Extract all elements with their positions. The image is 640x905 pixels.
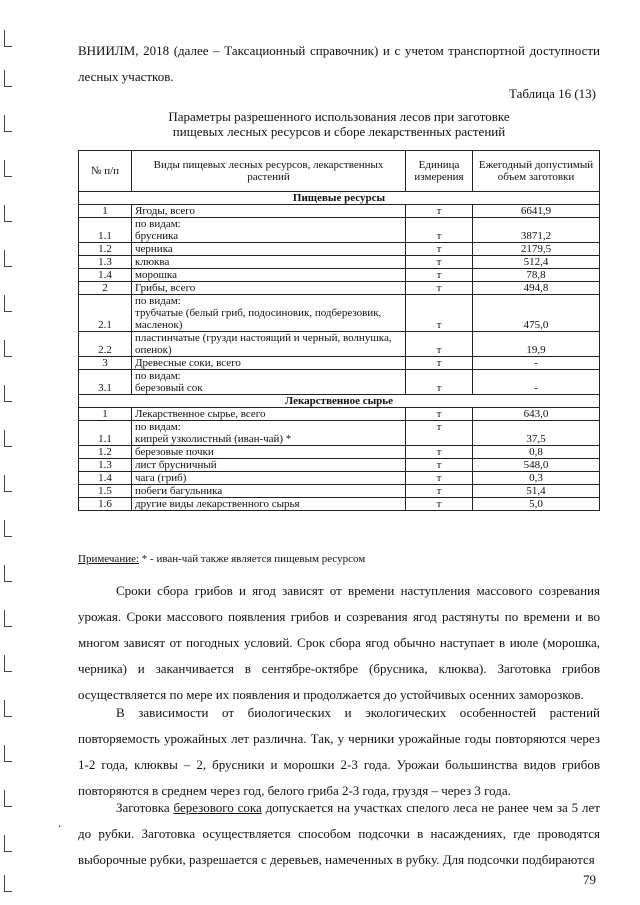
table-title-line: Параметры разрешенного использования лесов при заготовке (168, 109, 510, 124)
row-name: Ягоды, всего (132, 205, 406, 218)
row-num: 2.2 (79, 332, 132, 357)
binder-mark (4, 160, 12, 177)
row-name: по видам: кипрей узколистный (иван-чай) * (132, 421, 406, 446)
binder-mark (4, 340, 12, 357)
row-unit: т (406, 205, 473, 218)
row-num: 1 (79, 408, 132, 421)
row-unit: т (406, 243, 473, 256)
row-name: чага (гриб) (132, 472, 406, 485)
row-volume: 6641,9 (473, 205, 600, 218)
birch-sap-underlined: березового сока (173, 800, 262, 815)
row-num: 1.3 (79, 256, 132, 269)
row-volume: 5,0 (473, 498, 600, 511)
row-name: по видам: брусника (132, 218, 406, 243)
binder-mark (4, 835, 12, 852)
binder-mark (4, 475, 12, 492)
row-unit: т (406, 459, 473, 472)
row-num: 1 (79, 205, 132, 218)
row-name: другие виды лекарственного сырья (132, 498, 406, 511)
row-unit: т (406, 256, 473, 269)
binder-mark (4, 790, 12, 807)
row-name: Грибы, всего (132, 282, 406, 295)
row-name: по видам: березовый сок (132, 370, 406, 395)
row-volume: 78,8 (473, 269, 600, 282)
row-num: 1.4 (79, 269, 132, 282)
row-unit: т (406, 218, 473, 243)
binder-mark (4, 610, 12, 627)
paragraph-text: Заготовка (116, 800, 174, 815)
binder-mark (4, 520, 12, 537)
row-num: 1.5 (79, 485, 132, 498)
binder-mark (4, 700, 12, 717)
row-num: 1.2 (79, 243, 132, 256)
row-num: 1.1 (79, 218, 132, 243)
row-num: 1.3 (79, 459, 132, 472)
binder-mark (4, 30, 12, 47)
row-volume: - (473, 370, 600, 395)
row-volume: 3871,2 (473, 218, 600, 243)
row-num: 1.1 (79, 421, 132, 446)
row-volume: 0,8 (473, 446, 600, 459)
section-food: Пищевые ресурсы (79, 192, 600, 205)
row-volume: 548,0 (473, 459, 600, 472)
table-row (79, 472, 600, 485)
header-volume: Ежегодный допустимый объем заготовки (473, 151, 600, 192)
table-row (79, 421, 600, 446)
row-unit: т (406, 446, 473, 459)
binder-mark (4, 250, 12, 267)
row-name: березовые почки (132, 446, 406, 459)
table-row (79, 485, 600, 498)
paragraph-harvest-timing (78, 578, 600, 708)
row-volume: - (473, 357, 600, 370)
table-header-row (79, 151, 600, 192)
table-title-line: пищевых лесных ресурсов и сборе лекарственных растений (172, 124, 506, 139)
row-unit: т (406, 408, 473, 421)
table-note (78, 553, 365, 565)
table-row (79, 498, 600, 511)
table-number: Таблица 16 (13) (508, 86, 596, 101)
row-num: 1.4 (79, 472, 132, 485)
table-row (79, 218, 600, 243)
note-text: * - иван-чай также является пищевым ресурсом (139, 553, 366, 565)
paragraph-yield-frequency (78, 700, 600, 804)
table-row (79, 408, 600, 421)
table-row (79, 370, 600, 395)
row-num: 1.6 (79, 498, 132, 511)
section-row (79, 192, 600, 205)
header-type: Виды пищевых лесных ресурсов, лекарственных растений (132, 151, 406, 192)
table-title (78, 109, 600, 139)
row-name: лист брусничный (132, 459, 406, 472)
row-unit: т (406, 485, 473, 498)
paragraph-text: допускается на участках спелого леса не ранее чем за 5 лет до рубки. Заготовка осуществляется способом подсочки в насаждениях, где проводятся выборочные рубки, разрешается с деревьев, намеченных в рубку. Для подсочки подбираются (78, 800, 600, 867)
intro-paragraph: ВНИИЛМ, 2018 (далее – Таксационный справочник) и с учетом транспортной доступности лесных участков. (78, 43, 600, 84)
row-name: Древесные соки, всего (132, 357, 406, 370)
row-num: 1.2 (79, 446, 132, 459)
row-volume: 51,4 (473, 485, 600, 498)
row-unit: т (406, 498, 473, 511)
section-medicinal: Лекарственное сырье (79, 395, 600, 408)
table-row (79, 205, 600, 218)
row-unit: т (406, 472, 473, 485)
row-unit: т (406, 370, 473, 395)
row-volume: 643,0 (473, 408, 600, 421)
row-unit: т (406, 332, 473, 357)
row-volume: 2179,5 (473, 243, 600, 256)
table-row (79, 282, 600, 295)
table-row (79, 269, 600, 282)
row-num: 3 (79, 357, 132, 370)
binder-margin (0, 0, 14, 905)
note-label: Примечание: (78, 553, 140, 565)
row-volume: 494,8 (473, 282, 600, 295)
row-num: 3.1 (79, 370, 132, 395)
binder-mark (4, 205, 12, 222)
binder-mark (4, 385, 12, 402)
table-row (79, 295, 600, 332)
row-volume: 475,0 (473, 295, 600, 332)
binder-mark (4, 70, 12, 87)
row-name: клюква (132, 256, 406, 269)
margin-dot: . (58, 815, 62, 830)
paragraph-text: Сроки сбора грибов и ягод зависят от времени наступления массового созревания урожая. Сроки массового появления грибов и созревания ягод растянуты по времени и во многом зависят от погодных условий. Срок сбора ягод обычно наступает в июле (морошка, черника) и заканчивается в сентябре-октябре (брусника, клюква). Заготовка грибов осуществляется по мере их появления и продолжается до устойчивых осенних заморозков. (78, 583, 600, 702)
header-num: № п/п (79, 151, 132, 192)
row-volume: 37,5 (473, 421, 600, 446)
row-volume: 0,3 (473, 472, 600, 485)
row-name: побеги багульника (132, 485, 406, 498)
row-name: морошка (132, 269, 406, 282)
binder-mark (4, 115, 12, 132)
row-name: пластинчатые (грузди настоящий и черный, волнушка, опенок) (132, 332, 406, 357)
binder-mark (4, 875, 12, 892)
row-volume: 19,9 (473, 332, 600, 357)
section-row (79, 395, 600, 408)
row-name: черника (132, 243, 406, 256)
table-row (79, 357, 600, 370)
page-number: 79 (583, 872, 596, 887)
row-unit: т (406, 282, 473, 295)
row-unit: т (406, 357, 473, 370)
table-row (79, 256, 600, 269)
row-num: 2 (79, 282, 132, 295)
table-row (79, 459, 600, 472)
binder-mark (4, 565, 12, 582)
binder-mark (4, 655, 12, 672)
table-row (79, 243, 600, 256)
paragraph-birch-sap (78, 795, 600, 873)
row-unit: т (406, 295, 473, 332)
header-unit: Единица измерения (406, 151, 473, 192)
binder-mark (4, 430, 12, 447)
row-name: по видам: трубчатые (белый гриб, подосиновик, подберезовик, масленок) (132, 295, 406, 332)
binder-mark (4, 745, 12, 762)
binder-mark (4, 295, 12, 312)
table-row (79, 332, 600, 357)
paragraph-text: В зависимости от биологических и экологических особенностей растений повторяемость урожайных лет различна. Так, у черники урожайные годы повторяются через 1-2 года, клюквы – 2, брусники и морошки 2-3 года. Урожаи большинства видов грибов повторяются в среднем через год, белого гриба 2-3 года, груздя – через 3 года. (78, 705, 600, 798)
row-volume: 512,4 (473, 256, 600, 269)
row-unit: т (406, 269, 473, 282)
row-num: 2.1 (79, 295, 132, 332)
table-row (79, 446, 600, 459)
row-name: Лекарственное сырье, всего (132, 408, 406, 421)
parameters-table (78, 150, 600, 511)
row-unit: т (406, 421, 473, 446)
